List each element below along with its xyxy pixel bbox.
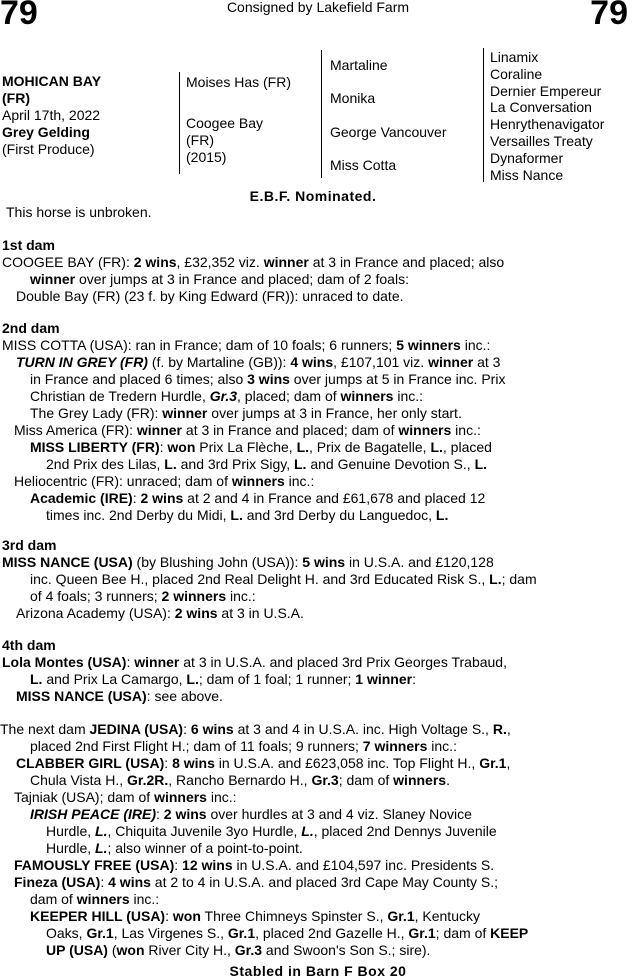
dam-name: Coogee Bay (FR) (2015) xyxy=(186,115,264,165)
pedigree-divider-2 xyxy=(321,50,322,178)
horse-details xyxy=(2,73,177,158)
sire: Moises Has (FR) xyxy=(186,74,292,90)
next-dam-section: The next dam JEDINA (USA): 6 wins at 3 and 4 in U.S.A. inc. High Voltage S., R., placed 2nd First Flight H.; dam of 11 foals; 9 runners; 7 winners inc.: CLABBER GIRL (USA): 8 wins in U.S.A. and £623,058 inc. Top Flight H., Gr.1, Chula Vista H., Gr.2R., Rancho Bernardo H., Gr.3; dam of winners. Tajniak (USA); dam of winners inc.: IRISH PEACE (IRE): 2 wins over hurdles at 3 and 4 viz. Slaney Novice Hurdle, L., Chiquita Juvenile 3yo Hurdle, L., placed 2nd Dennys Juvenile Hurdle, L.; also winner of a point-to-point. FAMOUSLY FREE (USA): 12 wins in U.S.A. and £104,597 inc. Presidents S. Fineza (USA): 4 wins at 2 to 4 in U.S.A. and placed 3rd Cape May County S.; dam of winners inc.: KEEPER HILL (USA): won Three Chimneys Spinster S., Gr.1, Kentucky Oaks, Gr.1, Las Virgenes S., Gr.1, placed 2nd Gazelle H., Gr.1; dam of KEEP UP (USA) (won River City H., Gr.3 and Swoon's Son S.; sire). xyxy=(0,721,529,958)
third-dam-section: 3rd dam MISS NANCE (USA) (by Blushing John (USA)): 5 wins in U.S.A. and £120,128 inc. Queen Bee H., placed 2nd Real Delight H. and 3rd Educated Risk S., L.; dam of 4 foals; 3 runners; 2 winners inc.: Arizona Academy (USA): 2 wins at 3 in U.S.A. xyxy=(2,537,537,621)
fourth-dam-section: 4th dam Lola Montes (USA): winner at 3 in U.S.A. and placed 3rd Prix Georges Trabaud, L. and Prix La Camargo, L.; dam of 1 foal; 1 runner; 1 winner: MISS NANCE (USA): see above. xyxy=(2,637,507,704)
gen4-1: Linamix xyxy=(490,49,539,65)
first-dam-section: 1st dam COOGEE BAY (FR): 2 wins, £32,352 viz. winner at 3 in France and placed; also winner over jumps at 3 in France and placed; dam of 2 foals: Double Bay (FR) (23 f. by King Edward (FR)): unraced to date. xyxy=(2,237,626,305)
second-dam-section: 2nd dam MISS COTTA (USA): ran in France; dam of 10 foals; 6 runners; 5 winners inc.: TURN IN GREY (FR) (f. by Martaline (GB)): 4 wins, £107,101 viz. winner at 3 in France and placed 6 times; also 3 wins over jumps at 5 in France inc. Prix Christian de Tredern Hurdle, Gr.3, placed; dam of winners inc.: The Grey Lady (FR): winner over jumps at 3 in France, her only start. Miss America (FR): winner at 3 in France and placed; dam of winners inc.: MISS LIBERTY (FR): won Prix La Flèche, L., Prix de Bagatelle, L., placed 2nd Prix des Lilas, L. and 3rd Prix Sigy, L. and Genuine Devotion S., L. Heliocentric (FR): unraced; dam of winners inc.: Academic (IRE): 2 wins at 2 and 4 in France and £61,678 and placed 12 times inc. 2nd Derby du Midi, L. and 3rd Derby du Languedoc, L. xyxy=(2,320,506,523)
first-dam-heading: 1st dam xyxy=(2,237,55,253)
consignor: Consigned by Lakefield Farm xyxy=(226,0,410,15)
gen3-1: Martaline xyxy=(330,57,388,73)
gen4-4: La Conversation xyxy=(490,99,592,116)
horse-country: (FR) xyxy=(2,90,30,106)
pedigree-divider-1 xyxy=(179,72,180,174)
lot-number-right: 79 xyxy=(590,0,628,32)
gen4-5: Henrythenavigator xyxy=(490,116,605,133)
foaling-date: April 17th, 2022 xyxy=(2,107,101,123)
gen3-3: George Vancouver xyxy=(330,124,447,140)
gen3-4: Miss Cotta xyxy=(330,157,397,173)
gen4-7: Dynaformer xyxy=(490,149,564,166)
produce-note: (First Produce) xyxy=(2,141,95,157)
stabled-location: Stabled in Barn F Box 20 xyxy=(229,963,407,979)
unbroken-note: This horse is unbroken. xyxy=(6,204,152,220)
horse-name: MOHICAN BAY xyxy=(2,73,102,89)
pedigree-divider-3 xyxy=(483,48,484,182)
sex-color: Grey Gelding xyxy=(2,124,90,140)
lot-number-left: 79 xyxy=(0,0,38,32)
ebf-nominated: E.B.F. Nominated. xyxy=(249,188,377,204)
gen4-list xyxy=(490,49,604,183)
gen4-2: Coraline xyxy=(490,65,543,82)
gen4-6: Versailles Treaty xyxy=(490,132,593,149)
gen3-2: Monika xyxy=(330,90,376,106)
gen4-8: Miss Nance xyxy=(490,166,564,183)
gen4-3: Dernier Empereur xyxy=(490,82,602,99)
